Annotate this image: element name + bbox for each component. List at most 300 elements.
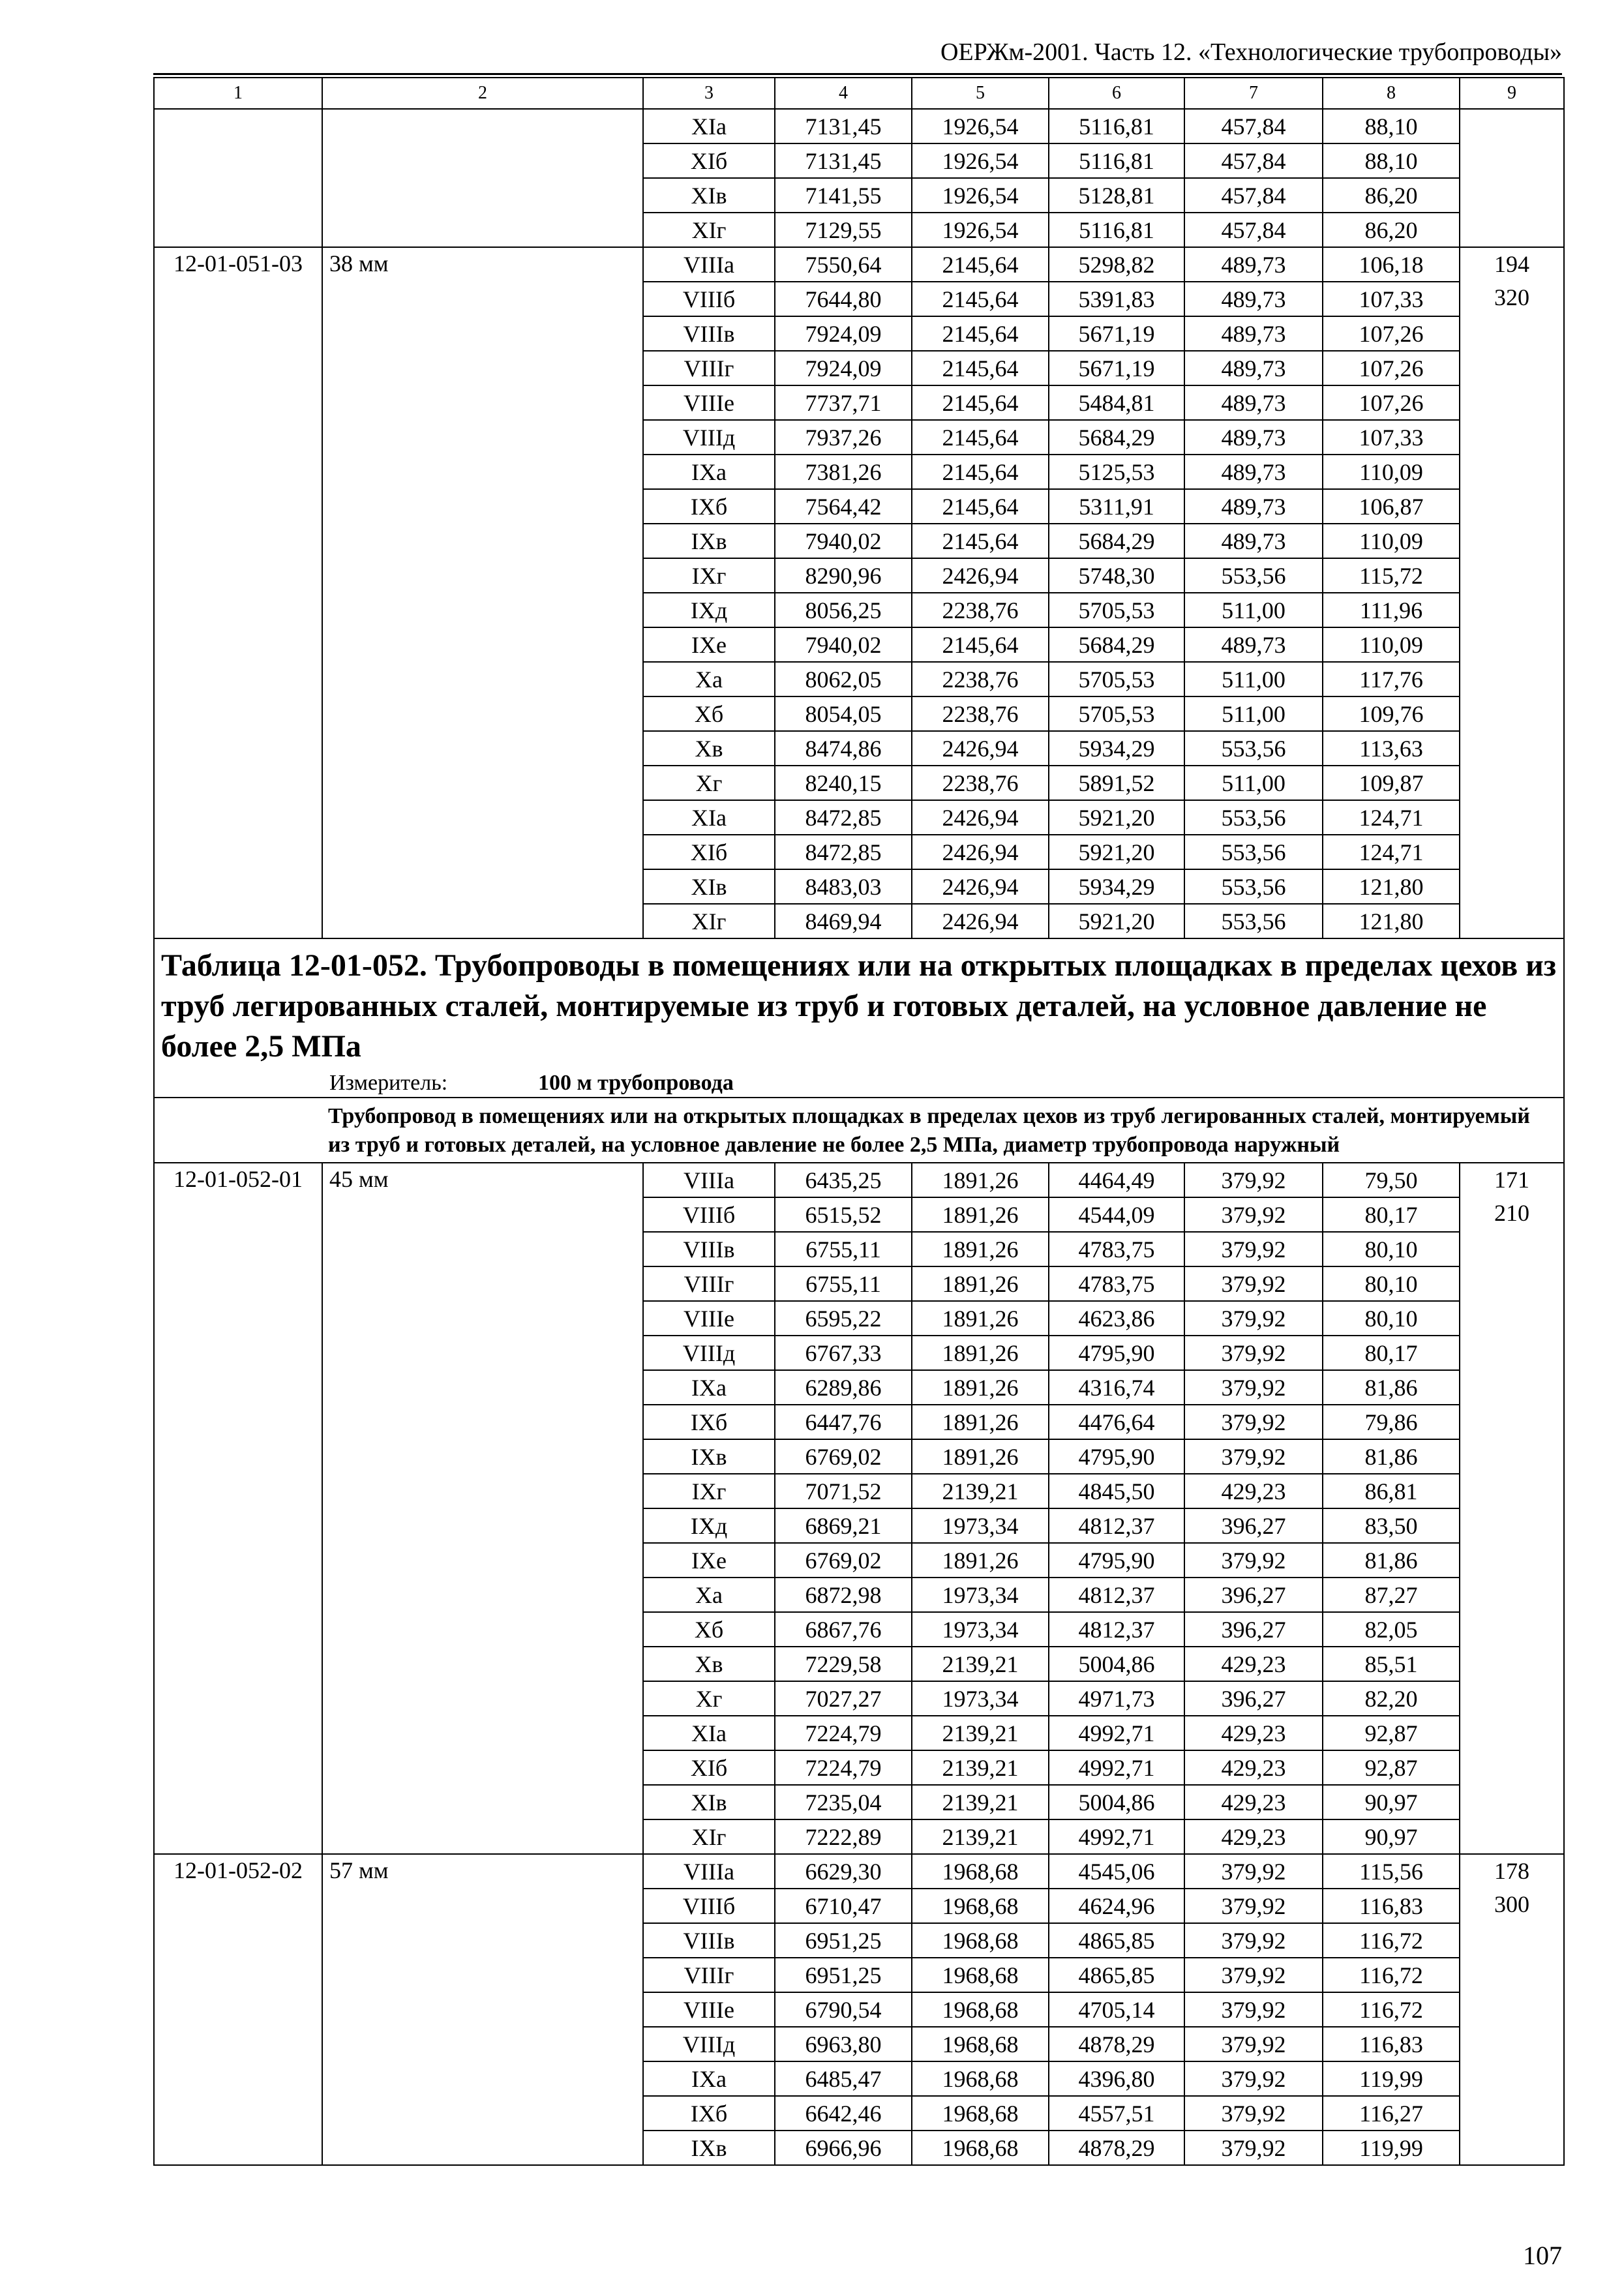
- zone-cell: IXг: [643, 1474, 775, 1508]
- zone-cell: IXа: [643, 455, 775, 489]
- value-cell: 2238,76: [912, 766, 1049, 800]
- pipe-diameter: 45 мм: [322, 1163, 643, 1854]
- value-cell: 6769,02: [775, 1543, 912, 1578]
- zone-cell: Xг: [643, 766, 775, 800]
- value-cell: 2145,64: [912, 385, 1049, 420]
- value-cell: 2145,64: [912, 489, 1049, 524]
- value-cell: 553,56: [1184, 800, 1323, 835]
- value-cell: 7737,71: [775, 385, 912, 420]
- value-cell: 1891,26: [912, 1370, 1049, 1405]
- zone-cell: VIIIа: [643, 1163, 775, 1197]
- value-cell: 5705,53: [1049, 662, 1184, 696]
- value-cell: 6867,76: [775, 1612, 912, 1647]
- zone-cell: Xб: [643, 1612, 775, 1647]
- value-cell: 2426,94: [912, 869, 1049, 904]
- value-cell: 92,87: [1323, 1716, 1460, 1750]
- zone-cell: VIIIд: [643, 2027, 775, 2061]
- value-cell: 2426,94: [912, 835, 1049, 869]
- value-cell: 489,73: [1184, 282, 1323, 316]
- value-cell: 4795,90: [1049, 1543, 1184, 1578]
- value-cell: 7235,04: [775, 1785, 912, 1819]
- zone-cell: IXа: [643, 1370, 775, 1405]
- value-cell: 1968,68: [912, 1923, 1049, 1958]
- value-cell: 79,50: [1323, 1163, 1460, 1197]
- value-cell: 124,71: [1323, 800, 1460, 835]
- resource-code-cell: [1460, 1854, 1564, 2165]
- value-cell: 2145,64: [912, 455, 1049, 489]
- value-cell: 379,92: [1184, 2131, 1323, 2165]
- value-cell: 6966,96: [775, 2131, 912, 2165]
- value-cell: 124,71: [1323, 835, 1460, 869]
- value-cell: 6595,22: [775, 1301, 912, 1336]
- zone-cell: XIг: [643, 1819, 775, 1854]
- value-cell: 92,87: [1323, 1750, 1460, 1785]
- rate-code: 12-01-052-02: [154, 1854, 322, 2165]
- value-cell: 5684,29: [1049, 627, 1184, 662]
- value-cell: 113,63: [1323, 731, 1460, 766]
- value-cell: 7071,52: [775, 1474, 912, 1508]
- value-cell: 457,84: [1184, 178, 1323, 213]
- column-number: 9: [1460, 78, 1564, 109]
- value-cell: 4624,96: [1049, 1889, 1184, 1923]
- value-cell: 6755,11: [775, 1232, 912, 1266]
- table-title: Таблица 12-01-052. Трубопроводы в помещениях или на открытых площадках в пределах цехов из труб легированных сталей, монтируемые из труб и готовых деталей, на условное давление не более 2,5 МПа: [161, 948, 1557, 1064]
- value-cell: 4865,85: [1049, 1958, 1184, 1992]
- value-cell: 1891,26: [912, 1439, 1049, 1474]
- value-cell: 429,23: [1184, 1785, 1323, 1819]
- value-cell: 4705,14: [1049, 1992, 1184, 2027]
- column-number: 2: [322, 78, 643, 109]
- zone-cell: IXе: [643, 1543, 775, 1578]
- value-cell: 1968,68: [912, 2131, 1049, 2165]
- document-title: ОЕРЖм-2001. Часть 12. «Технологические трубопроводы»: [940, 38, 1562, 66]
- column-number: 8: [1323, 78, 1460, 109]
- value-cell: 489,73: [1184, 489, 1323, 524]
- value-cell: 4812,37: [1049, 1612, 1184, 1647]
- value-cell: 1926,54: [912, 109, 1049, 143]
- zone-cell: XIа: [643, 800, 775, 835]
- value-cell: 116,27: [1323, 2096, 1460, 2131]
- zone-cell: VIIIа: [643, 1854, 775, 1889]
- value-cell: 1968,68: [912, 1992, 1049, 2027]
- rate-code: 12-01-052-01: [154, 1163, 322, 1854]
- value-cell: 121,80: [1323, 904, 1460, 938]
- value-cell: 8469,94: [775, 904, 912, 938]
- table-row: [154, 1854, 1564, 1889]
- value-cell: 80,17: [1323, 1197, 1460, 1232]
- value-cell: 5671,19: [1049, 316, 1184, 351]
- zone-cell: XIа: [643, 1716, 775, 1750]
- value-cell: 7564,42: [775, 489, 912, 524]
- table-body: [154, 78, 1564, 2165]
- value-cell: 4396,80: [1049, 2061, 1184, 2096]
- value-cell: 7141,55: [775, 178, 912, 213]
- value-cell: 80,10: [1323, 1232, 1460, 1266]
- value-cell: 6790,54: [775, 1992, 912, 2027]
- zone-cell: VIIIб: [643, 1197, 775, 1232]
- value-cell: 1968,68: [912, 2027, 1049, 2061]
- value-cell: 396,27: [1184, 1612, 1323, 1647]
- value-cell: 457,84: [1184, 213, 1323, 247]
- value-cell: 5934,29: [1049, 731, 1184, 766]
- value-cell: 6435,25: [775, 1163, 912, 1197]
- value-cell: 117,76: [1323, 662, 1460, 696]
- zone-cell: Xв: [643, 731, 775, 766]
- value-cell: 81,86: [1323, 1439, 1460, 1474]
- value-cell: 116,72: [1323, 1958, 1460, 1992]
- measure-label: Измеритель:: [329, 1071, 448, 1095]
- value-cell: 80,10: [1323, 1266, 1460, 1301]
- zone-cell: XIв: [643, 178, 775, 213]
- value-cell: 5116,81: [1049, 109, 1184, 143]
- value-cell: 379,92: [1184, 1266, 1323, 1301]
- value-cell: 5484,81: [1049, 385, 1184, 420]
- zone-cell: IXд: [643, 1508, 775, 1543]
- value-cell: 116,72: [1323, 1923, 1460, 1958]
- zone-cell: VIIIе: [643, 1301, 775, 1336]
- value-cell: 6963,80: [775, 2027, 912, 2061]
- value-cell: 379,92: [1184, 1370, 1323, 1405]
- value-cell: 5391,83: [1049, 282, 1184, 316]
- value-cell: 1973,34: [912, 1681, 1049, 1716]
- value-cell: 379,92: [1184, 1232, 1323, 1266]
- value-cell: 6767,33: [775, 1336, 912, 1370]
- value-cell: 1973,34: [912, 1578, 1049, 1612]
- value-cell: 80,17: [1323, 1336, 1460, 1370]
- value-cell: 1926,54: [912, 213, 1049, 247]
- value-cell: 6869,21: [775, 1508, 912, 1543]
- value-cell: 553,56: [1184, 731, 1323, 766]
- zone-cell: Xб: [643, 696, 775, 731]
- value-cell: 107,33: [1323, 420, 1460, 455]
- resource-code-cell: [1460, 109, 1564, 247]
- zone-cell: VIIIд: [643, 420, 775, 455]
- zone-cell: XIб: [643, 835, 775, 869]
- value-cell: 489,73: [1184, 351, 1323, 385]
- value-cell: 4316,74: [1049, 1370, 1184, 1405]
- page-number: 107: [1523, 2241, 1562, 2270]
- value-cell: 7224,79: [775, 1716, 912, 1750]
- value-cell: 1891,26: [912, 1163, 1049, 1197]
- zone-cell: IXв: [643, 1439, 775, 1474]
- value-cell: 379,92: [1184, 2061, 1323, 2096]
- value-cell: 121,80: [1323, 869, 1460, 904]
- column-number: 4: [775, 78, 912, 109]
- value-cell: 8472,85: [775, 800, 912, 835]
- value-cell: 7129,55: [775, 213, 912, 247]
- zone-cell: VIIIб: [643, 282, 775, 316]
- value-cell: 2139,21: [912, 1750, 1049, 1785]
- zone-cell: XIв: [643, 869, 775, 904]
- zone-cell: VIIIг: [643, 1958, 775, 1992]
- zone-cell: IXб: [643, 1405, 775, 1439]
- value-cell: 4544,09: [1049, 1197, 1184, 1232]
- zone-cell: XIг: [643, 213, 775, 247]
- resource-code: 194: [1494, 251, 1529, 277]
- value-cell: 2238,76: [912, 662, 1049, 696]
- value-cell: 2426,94: [912, 800, 1049, 835]
- value-cell: 1891,26: [912, 1197, 1049, 1232]
- pipe-diameter: 57 мм: [322, 1854, 643, 2165]
- value-cell: 110,09: [1323, 455, 1460, 489]
- value-cell: 379,92: [1184, 1336, 1323, 1370]
- table-row: [154, 1163, 1564, 1197]
- value-cell: 107,26: [1323, 351, 1460, 385]
- value-cell: 5684,29: [1049, 420, 1184, 455]
- value-cell: 7131,45: [775, 143, 912, 178]
- value-cell: 2145,64: [912, 627, 1049, 662]
- value-cell: 5004,86: [1049, 1647, 1184, 1681]
- value-cell: 553,56: [1184, 835, 1323, 869]
- value-cell: 511,00: [1184, 696, 1323, 731]
- value-cell: 4476,64: [1049, 1405, 1184, 1439]
- value-cell: 8056,25: [775, 593, 912, 627]
- zone-cell: IXд: [643, 593, 775, 627]
- zone-cell: VIIIв: [643, 316, 775, 351]
- value-cell: 4878,29: [1049, 2131, 1184, 2165]
- work-description: Трубопровод в помещениях или на открытых площадках в пределах цехов из труб легированных сталей, монтируемый из труб и готовых деталей, на условное давление не более 2,5 МПа, диаметр трубопровода наружный: [154, 1098, 1564, 1163]
- value-cell: 2139,21: [912, 1819, 1049, 1854]
- value-cell: 88,10: [1323, 143, 1460, 178]
- value-cell: 8240,15: [775, 766, 912, 800]
- value-cell: 553,56: [1184, 904, 1323, 938]
- value-cell: 81,86: [1323, 1543, 1460, 1578]
- value-cell: 4795,90: [1049, 1439, 1184, 1474]
- value-cell: 109,87: [1323, 766, 1460, 800]
- table-title-cell: [154, 938, 1564, 1098]
- value-cell: 82,20: [1323, 1681, 1460, 1716]
- value-cell: 1926,54: [912, 178, 1049, 213]
- value-cell: 6642,46: [775, 2096, 912, 2131]
- resource-code: 300: [1494, 1891, 1529, 1917]
- value-cell: 2145,64: [912, 247, 1049, 282]
- value-cell: 7940,02: [775, 524, 912, 558]
- value-cell: 5921,20: [1049, 904, 1184, 938]
- value-cell: 8474,86: [775, 731, 912, 766]
- value-cell: 1973,34: [912, 1508, 1049, 1543]
- value-cell: 88,10: [1323, 109, 1460, 143]
- value-cell: 6515,52: [775, 1197, 912, 1232]
- value-cell: 2145,64: [912, 420, 1049, 455]
- value-cell: 8483,03: [775, 869, 912, 904]
- value-cell: 6710,47: [775, 1889, 912, 1923]
- rate-code: 12-01-051-03: [154, 247, 322, 938]
- zone-cell: VIIIв: [643, 1232, 775, 1266]
- value-cell: 489,73: [1184, 627, 1323, 662]
- column-number: 5: [912, 78, 1049, 109]
- resource-code: 210: [1494, 1200, 1529, 1226]
- zone-cell: XIв: [643, 1785, 775, 1819]
- column-number: 3: [643, 78, 775, 109]
- value-cell: 107,26: [1323, 316, 1460, 351]
- value-cell: 4992,71: [1049, 1750, 1184, 1785]
- value-cell: 4878,29: [1049, 2027, 1184, 2061]
- value-cell: 6951,25: [775, 1958, 912, 1992]
- value-cell: 1891,26: [912, 1301, 1049, 1336]
- value-cell: 4557,51: [1049, 2096, 1184, 2131]
- column-number-row: [154, 78, 1564, 109]
- value-cell: 107,33: [1323, 282, 1460, 316]
- value-cell: 429,23: [1184, 1716, 1323, 1750]
- value-cell: 379,92: [1184, 1854, 1323, 1889]
- value-cell: 4783,75: [1049, 1266, 1184, 1301]
- resource-code: 178: [1494, 1858, 1529, 1884]
- value-cell: 90,97: [1323, 1819, 1460, 1854]
- zone-cell: VIIIб: [643, 1889, 775, 1923]
- value-cell: 6769,02: [775, 1439, 912, 1474]
- value-cell: 110,09: [1323, 524, 1460, 558]
- value-cell: 489,73: [1184, 455, 1323, 489]
- value-cell: 82,05: [1323, 1612, 1460, 1647]
- value-cell: 5004,86: [1049, 1785, 1184, 1819]
- value-cell: 4845,50: [1049, 1474, 1184, 1508]
- value-cell: 1968,68: [912, 1958, 1049, 1992]
- zone-cell: IXг: [643, 558, 775, 593]
- zone-cell: XIб: [643, 1750, 775, 1785]
- value-cell: 5705,53: [1049, 593, 1184, 627]
- value-cell: 8472,85: [775, 835, 912, 869]
- value-cell: 6872,98: [775, 1578, 912, 1612]
- value-cell: 106,18: [1323, 247, 1460, 282]
- resource-code-cell: [1460, 247, 1564, 938]
- value-cell: 379,92: [1184, 2096, 1323, 2131]
- value-cell: 119,99: [1323, 2131, 1460, 2165]
- value-cell: 511,00: [1184, 662, 1323, 696]
- value-cell: 5891,52: [1049, 766, 1184, 800]
- value-cell: 457,84: [1184, 109, 1323, 143]
- value-cell: 7937,26: [775, 420, 912, 455]
- zone-cell: VIIIа: [643, 247, 775, 282]
- zone-cell: XIб: [643, 143, 775, 178]
- description-row: [154, 1098, 1564, 1163]
- table-row: [154, 247, 1564, 282]
- zone-cell: VIIIд: [643, 1336, 775, 1370]
- measure-line: [161, 1070, 1557, 1097]
- measure-value: 100 м трубопровода: [538, 1071, 734, 1095]
- zone-cell: XIг: [643, 904, 775, 938]
- value-cell: 7224,79: [775, 1750, 912, 1785]
- value-cell: 379,92: [1184, 1301, 1323, 1336]
- pipe-diameter: 38 мм: [322, 247, 643, 938]
- value-cell: 1891,26: [912, 1336, 1049, 1370]
- value-cell: 7131,45: [775, 109, 912, 143]
- value-cell: 90,97: [1323, 1785, 1460, 1819]
- value-cell: 6447,76: [775, 1405, 912, 1439]
- zone-cell: Xг: [643, 1681, 775, 1716]
- table-title-row: [154, 938, 1564, 1098]
- value-cell: 4971,73: [1049, 1681, 1184, 1716]
- value-cell: 109,76: [1323, 696, 1460, 731]
- value-cell: 379,92: [1184, 1958, 1323, 1992]
- value-cell: 7940,02: [775, 627, 912, 662]
- value-cell: 1891,26: [912, 1543, 1049, 1578]
- value-cell: 80,10: [1323, 1301, 1460, 1336]
- value-cell: 110,09: [1323, 627, 1460, 662]
- value-cell: 119,99: [1323, 2061, 1460, 2096]
- zone-cell: IXе: [643, 627, 775, 662]
- value-cell: 489,73: [1184, 420, 1323, 455]
- value-cell: 4865,85: [1049, 1923, 1184, 1958]
- value-cell: 8054,05: [775, 696, 912, 731]
- value-cell: 379,92: [1184, 1197, 1323, 1232]
- value-cell: 5684,29: [1049, 524, 1184, 558]
- value-cell: 2145,64: [912, 351, 1049, 385]
- value-cell: 81,86: [1323, 1370, 1460, 1405]
- value-cell: 2139,21: [912, 1647, 1049, 1681]
- zone-cell: VIIIв: [643, 1923, 775, 1958]
- value-cell: 457,84: [1184, 143, 1323, 178]
- zone-cell: IXа: [643, 2061, 775, 2096]
- value-cell: 2139,21: [912, 1785, 1049, 1819]
- value-cell: 5934,29: [1049, 869, 1184, 904]
- zone-cell: VIIIг: [643, 1266, 775, 1301]
- value-cell: 8062,05: [775, 662, 912, 696]
- value-cell: 489,73: [1184, 316, 1323, 351]
- value-cell: 115,72: [1323, 558, 1460, 593]
- value-cell: 511,00: [1184, 593, 1323, 627]
- value-cell: 5125,53: [1049, 455, 1184, 489]
- zone-cell: IXб: [643, 489, 775, 524]
- value-cell: 2238,76: [912, 593, 1049, 627]
- value-cell: 7381,26: [775, 455, 912, 489]
- value-cell: 396,27: [1184, 1508, 1323, 1543]
- value-cell: 7229,58: [775, 1647, 912, 1681]
- value-cell: 379,92: [1184, 1405, 1323, 1439]
- value-cell: 2139,21: [912, 1474, 1049, 1508]
- zone-cell: IXв: [643, 524, 775, 558]
- value-cell: 429,23: [1184, 1647, 1323, 1681]
- value-cell: 4545,06: [1049, 1854, 1184, 1889]
- value-cell: 429,23: [1184, 1474, 1323, 1508]
- value-cell: 1891,26: [912, 1405, 1049, 1439]
- value-cell: 1968,68: [912, 2061, 1049, 2096]
- value-cell: 489,73: [1184, 385, 1323, 420]
- value-cell: 83,50: [1323, 1508, 1460, 1543]
- column-number: 7: [1184, 78, 1323, 109]
- zone-cell: IXв: [643, 2131, 775, 2165]
- value-cell: 396,27: [1184, 1578, 1323, 1612]
- value-cell: 5748,30: [1049, 558, 1184, 593]
- zone-cell: VIIIе: [643, 385, 775, 420]
- value-cell: 6755,11: [775, 1266, 912, 1301]
- page-header: [153, 38, 1562, 74]
- value-cell: 4623,86: [1049, 1301, 1184, 1336]
- value-cell: 4783,75: [1049, 1232, 1184, 1266]
- value-cell: 2145,64: [912, 282, 1049, 316]
- value-cell: 1968,68: [912, 2096, 1049, 2131]
- zone-cell: VIIIе: [643, 1992, 775, 2027]
- value-cell: 107,26: [1323, 385, 1460, 420]
- value-cell: 379,92: [1184, 1992, 1323, 2027]
- value-cell: 79,86: [1323, 1405, 1460, 1439]
- value-cell: 396,27: [1184, 1681, 1323, 1716]
- value-cell: 116,83: [1323, 1889, 1460, 1923]
- zone-cell: Xв: [643, 1647, 775, 1681]
- value-cell: 489,73: [1184, 247, 1323, 282]
- value-cell: 7924,09: [775, 316, 912, 351]
- value-cell: 553,56: [1184, 869, 1323, 904]
- value-cell: 86,20: [1323, 178, 1460, 213]
- value-cell: 1968,68: [912, 1854, 1049, 1889]
- value-cell: 2426,94: [912, 731, 1049, 766]
- value-cell: 379,92: [1184, 1923, 1323, 1958]
- value-cell: 106,87: [1323, 489, 1460, 524]
- value-cell: 379,92: [1184, 2027, 1323, 2061]
- value-cell: 7924,09: [775, 351, 912, 385]
- value-cell: 86,20: [1323, 213, 1460, 247]
- value-cell: 4464,49: [1049, 1163, 1184, 1197]
- value-cell: 429,23: [1184, 1819, 1323, 1854]
